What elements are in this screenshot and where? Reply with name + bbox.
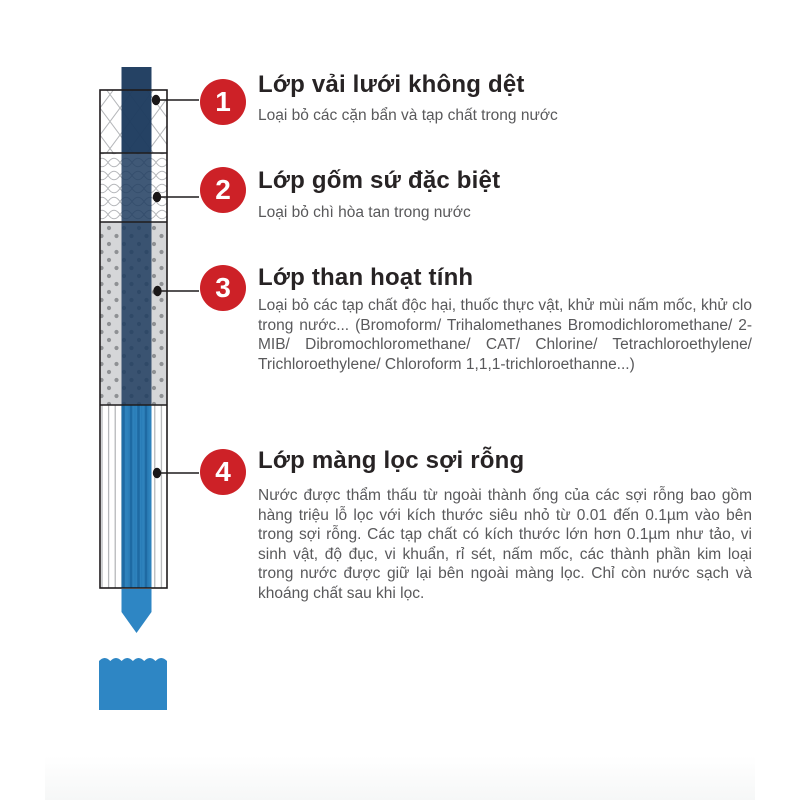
step-4-description: Nước được thẩm thấu từ ngoài thành ống của các sợi rỗng bao gồm hàng triệu lỗ lọc với kích thước siêu nhỏ từ 0.01 đến 0.1µm vào bên trong sợi rỗng. Các tạp chất có kích thước lớn hơn 0.1µm như tảo, vi sinh vật, độ đục, vi khuẩn, rỉ sét, nấm mốc, các thành phần kim loại trong nước được giữ lại bên ngoài màng lọc. Chỉ còn nước sạch và khoáng chất sau khi lọc.	[258, 487, 752, 602]
step-2-number-badge	[200, 167, 246, 213]
water-basin	[99, 658, 167, 710]
step-4-title: Lớp màng lọc sợi rỗng	[258, 447, 525, 474]
step-4-number: 4	[215, 456, 231, 487]
step-1-number: 1	[215, 86, 231, 117]
bottom-shadow	[45, 756, 755, 800]
step-3-number-badge	[200, 265, 246, 311]
step-4-number-badge	[200, 449, 246, 495]
filter-core-tube	[122, 67, 152, 588]
step-3-title: Lớp than hoạt tính	[258, 264, 474, 291]
step-2-description: Loại bỏ chì hòa tan trong nước	[258, 204, 471, 221]
step-1-number-badge	[200, 79, 246, 125]
water-flow-arrow	[122, 589, 152, 633]
step-2-title: Lớp gốm sứ đặc biệt	[258, 167, 501, 194]
step-2-number: 2	[215, 174, 231, 205]
step-1-title: Lớp vải lưới không dệt	[258, 71, 525, 98]
step-3-description: Loại bỏ các tạp chất độc hại, thuốc thực vật, khử mùi nấm mốc, khử clo trong nước... (Bromoform/ Trihalomethanes Bromodichloromethane/ 2-MIB/ Dibromochloromethane/ CAT/ Chlorine/ Tetrachloroethylene/ Trichloroethylene/ Chloroform 1,1,1-trichloroethanne...)	[258, 297, 752, 373]
step-3-number: 3	[215, 272, 231, 303]
step-1-description: Loại bỏ các cặn bẩn và tạp chất trong nước	[258, 107, 558, 124]
